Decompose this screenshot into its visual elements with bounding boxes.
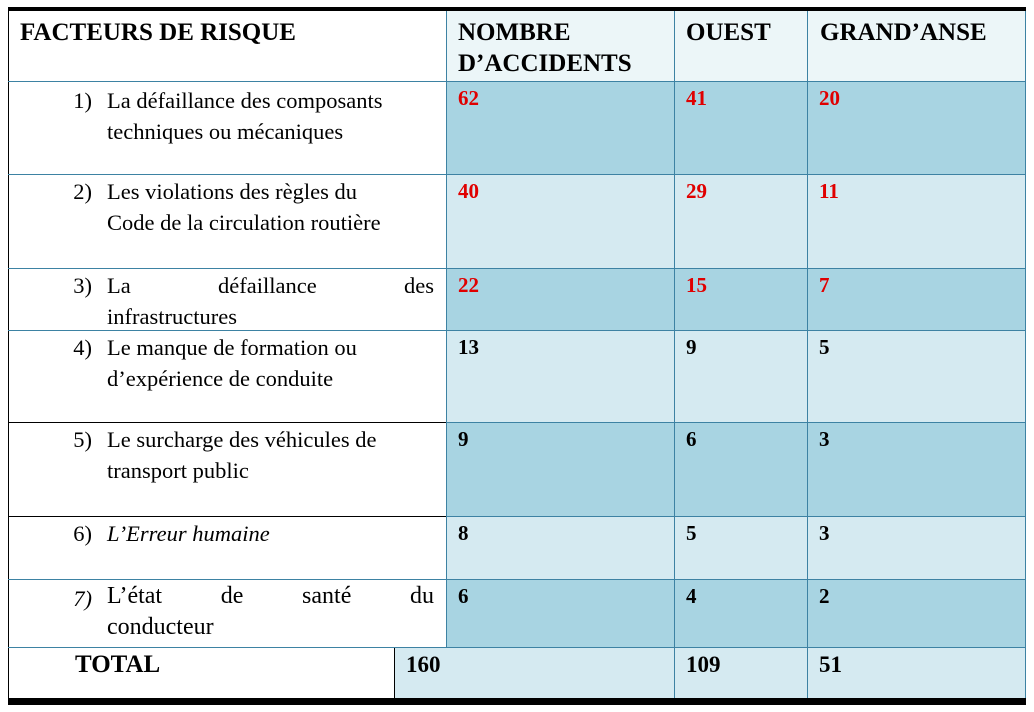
cell-grandanse: 7 — [807, 268, 1026, 330]
row-number: 5) — [73, 427, 92, 452]
table-row-factor — [8, 268, 446, 330]
row-number: 7) — [73, 586, 92, 611]
cell-accidents: 6 — [446, 579, 674, 647]
row-number: 4) — [73, 335, 92, 360]
factor-line: L’Erreur humaine — [107, 521, 270, 546]
table-row-factor — [8, 81, 446, 174]
row-number: 6) — [73, 521, 92, 546]
header-factor-label: FACTEURS DE RISQUE — [20, 19, 296, 46]
factor-line: Code de la circulation routière — [107, 210, 381, 235]
cell-ouest: 41 — [674, 81, 807, 174]
header-grandanse — [807, 11, 1026, 81]
cell-grandanse: 3 — [807, 516, 1026, 579]
grid-line — [8, 11, 9, 698]
factor-line: La défaillance des — [107, 273, 434, 298]
table-row-factor — [8, 330, 446, 422]
grid-line — [807, 11, 808, 698]
header-accidents — [446, 11, 674, 81]
cell-accidents: 22 — [446, 268, 674, 330]
header-accidents-line1: NOMBRE — [458, 19, 571, 46]
total-ouest: 109 — [674, 647, 807, 698]
header-grandanse-label: GRAND’ANSE — [820, 19, 987, 46]
total-accidents: 160 — [394, 647, 674, 698]
factor-line: d’expérience de conduite — [107, 366, 334, 391]
cell-ouest: 6 — [674, 422, 807, 516]
cell-ouest: 15 — [674, 268, 807, 330]
cell-ouest: 4 — [674, 579, 807, 647]
factor-text — [107, 424, 434, 486]
grid-line — [8, 81, 1026, 82]
table-bottom-border — [8, 698, 1026, 705]
grid-line — [8, 579, 1026, 580]
factor-text — [107, 270, 434, 332]
cell-accidents: 62 — [446, 81, 674, 174]
table-row-factor — [8, 174, 446, 268]
grid-line — [1025, 11, 1026, 698]
factor-line: Les violations des règles du — [107, 179, 357, 204]
factor-text — [107, 176, 434, 238]
cell-accidents: 13 — [446, 330, 674, 422]
grid-line — [8, 647, 1026, 648]
factor-line: conducteur — [107, 614, 214, 640]
cell-grandanse: 3 — [807, 422, 1026, 516]
grid-line — [8, 330, 1026, 331]
table-row-factor — [8, 422, 446, 516]
cell-grandanse: 11 — [807, 174, 1026, 268]
factor-line: Le surcharge des véhicules de — [107, 427, 377, 452]
factor-line: L’état de santé du — [107, 583, 434, 609]
row-number: 3) — [73, 273, 92, 298]
header-ouest — [674, 11, 807, 81]
grid-line — [446, 11, 447, 647]
cell-accidents: 40 — [446, 174, 674, 268]
row-number: 2) — [73, 179, 92, 204]
cell-grandanse: 20 — [807, 81, 1026, 174]
table-row-factor — [8, 579, 446, 647]
factor-line: Le manque de formation ou — [107, 335, 357, 360]
header-accidents-line2: D’ACCIDENTS — [458, 50, 632, 77]
total-grandanse: 51 — [807, 647, 1026, 698]
cell-ouest: 9 — [674, 330, 807, 422]
factor-text — [107, 518, 434, 549]
factor-text — [107, 581, 434, 643]
row-number: 1) — [73, 88, 92, 113]
factor-line: La défaillance des composants — [107, 88, 383, 113]
grid-line — [446, 516, 1026, 517]
grid-line — [8, 516, 446, 517]
header-factor — [8, 11, 446, 81]
grid-line — [674, 11, 675, 698]
factor-line: techniques ou mécaniques — [107, 119, 344, 144]
grid-line — [8, 422, 446, 423]
factor-line: infrastructures — [107, 304, 237, 329]
grid-line — [394, 647, 395, 698]
header-ouest-label: OUEST — [686, 19, 771, 46]
cell-accidents: 8 — [446, 516, 674, 579]
grid-line — [8, 174, 1026, 175]
table-row-factor — [8, 516, 446, 579]
cell-grandanse: 2 — [807, 579, 1026, 647]
cell-ouest: 5 — [674, 516, 807, 579]
total-label: TOTAL — [8, 647, 394, 698]
cell-accidents: 9 — [446, 422, 674, 516]
factor-text — [107, 85, 434, 147]
factor-text — [107, 332, 434, 394]
grid-line — [446, 422, 1026, 423]
cell-grandanse: 5 — [807, 330, 1026, 422]
cell-ouest: 29 — [674, 174, 807, 268]
factor-line: transport public — [107, 458, 249, 483]
grid-line — [8, 268, 1026, 269]
